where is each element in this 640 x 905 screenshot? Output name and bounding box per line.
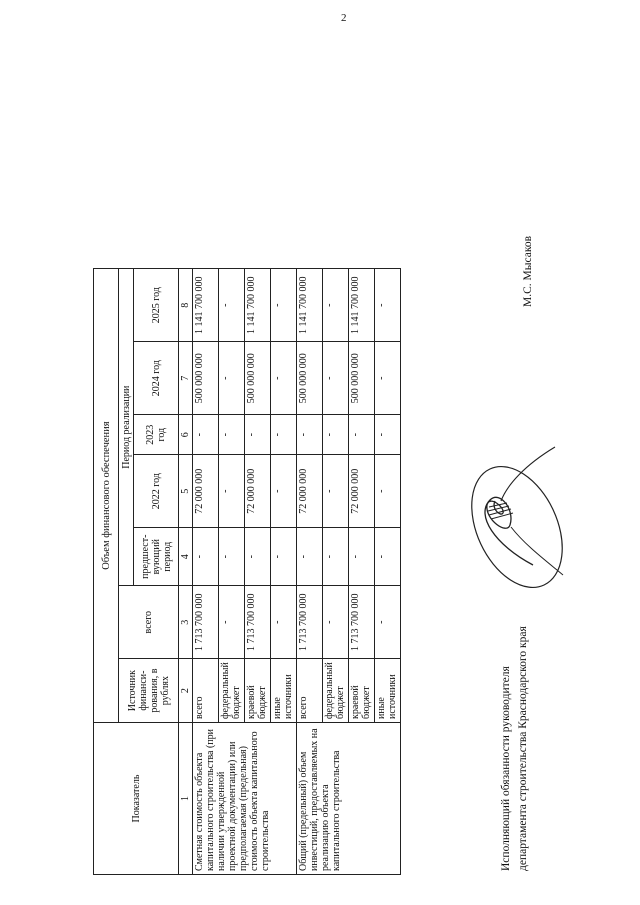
source-cell: краевой бюджет — [245, 659, 271, 723]
y2022-cell: 72 000 000 — [193, 455, 219, 528]
total-cell: - — [219, 586, 245, 659]
y2025-cell: - — [271, 269, 297, 342]
y2024-cell: 500 000 000 — [245, 342, 271, 415]
y2024-cell: 500 000 000 — [349, 342, 375, 415]
source-cell: всего — [193, 659, 219, 723]
prev-cell: - — [375, 528, 401, 586]
y2025-cell: 1 141 700 000 — [297, 269, 323, 342]
column-index-row — [179, 269, 193, 875]
header-2023: 2023 год — [134, 415, 179, 455]
source-cell: федеральный бюджет — [323, 659, 349, 723]
total-cell: 1 713 700 000 — [193, 586, 219, 659]
y2025-cell: - — [323, 269, 349, 342]
column-index: 7 — [179, 342, 193, 415]
prev-cell: - — [245, 528, 271, 586]
prev-cell: - — [297, 528, 323, 586]
y2022-cell: 72 000 000 — [297, 455, 323, 528]
y2024-cell: 500 000 000 — [193, 342, 219, 415]
prev-cell: - — [193, 528, 219, 586]
source-cell: всего — [297, 659, 323, 723]
y2022-cell: 72 000 000 — [349, 455, 375, 528]
y2024-cell: - — [375, 342, 401, 415]
y2025-cell: 1 141 700 000 — [193, 269, 219, 342]
header-indicator: Показатель — [94, 723, 179, 875]
y2023-cell: - — [323, 415, 349, 455]
source-cell: краевой бюджет — [349, 659, 375, 723]
total-cell: 1 713 700 000 — [245, 586, 271, 659]
column-index: 8 — [179, 269, 193, 342]
y2023-cell: - — [193, 415, 219, 455]
total-cell: - — [375, 586, 401, 659]
y2024-cell: - — [271, 342, 297, 415]
prev-cell: - — [271, 528, 297, 586]
y2023-cell: - — [219, 415, 245, 455]
prev-cell: - — [349, 528, 375, 586]
y2023-cell: - — [245, 415, 271, 455]
total-cell: 1 713 700 000 — [349, 586, 375, 659]
y2022-cell: 72 000 000 — [245, 455, 271, 528]
source-cell: иные источники — [271, 659, 297, 723]
signatory-title-line: Исполняющий обязанности руководителя — [500, 666, 512, 871]
y2022-cell: - — [375, 455, 401, 528]
source-cell: иные источники — [375, 659, 401, 723]
y2025-cell: - — [375, 269, 401, 342]
signatory-title-line: департамента строительства Краснодарского края — [517, 626, 529, 871]
signatory-name: М.С. Мысаков — [522, 235, 534, 307]
y2025-cell: - — [219, 269, 245, 342]
header-2024: 2024 год — [134, 342, 179, 415]
column-index: 6 — [179, 415, 193, 455]
handwritten-signature — [455, 445, 570, 605]
column-index: 2 — [179, 659, 193, 723]
y2022-cell: - — [219, 455, 245, 528]
column-index: 1 — [179, 723, 193, 875]
signatory-title — [498, 626, 532, 871]
column-index: 5 — [179, 455, 193, 528]
header-total: всего — [119, 586, 179, 659]
source-cell: федеральный бюджет — [219, 659, 245, 723]
header-source: Источник финанси-рования, в рублях — [119, 659, 179, 723]
page-number: 2 — [341, 12, 347, 24]
y2023-cell: - — [349, 415, 375, 455]
total-cell: - — [271, 586, 297, 659]
y2023-cell: - — [297, 415, 323, 455]
y2022-cell: - — [323, 455, 349, 528]
column-index: 3 — [179, 586, 193, 659]
total-cell: 1 713 700 000 — [297, 586, 323, 659]
y2024-cell: 500 000 000 — [297, 342, 323, 415]
y2024-cell: - — [323, 342, 349, 415]
indicator-estimated-cost: Сметная стоимость объекта капитального строительства (при наличии утвержденной проектной документации) или предполагаемая (предельная) стоимость объекта капитального строительства — [193, 723, 297, 875]
total-cell: - — [323, 586, 349, 659]
column-index: 4 — [179, 528, 193, 586]
y2025-cell: 1 141 700 000 — [349, 269, 375, 342]
header-financing-volume: Объем финансового обеспечения — [94, 269, 119, 723]
table-row — [297, 269, 323, 875]
header-2025: 2025 год — [134, 269, 179, 342]
table-row — [193, 269, 219, 875]
y2025-cell: 1 141 700 000 — [245, 269, 271, 342]
financing-table — [93, 268, 401, 875]
header-period: Период реализации — [119, 269, 134, 586]
prev-cell: - — [323, 528, 349, 586]
y2022-cell: - — [271, 455, 297, 528]
y2023-cell: - — [375, 415, 401, 455]
prev-cell: - — [219, 528, 245, 586]
header-prev-period: предшест-вующий период — [134, 528, 179, 586]
indicator-total-investment: Общий (предельный) объем инвестиций, предоставляемых на реализацию объекта капитального строительства — [297, 723, 401, 875]
y2023-cell: - — [271, 415, 297, 455]
y2024-cell: - — [219, 342, 245, 415]
header-2022: 2022 год — [134, 455, 179, 528]
